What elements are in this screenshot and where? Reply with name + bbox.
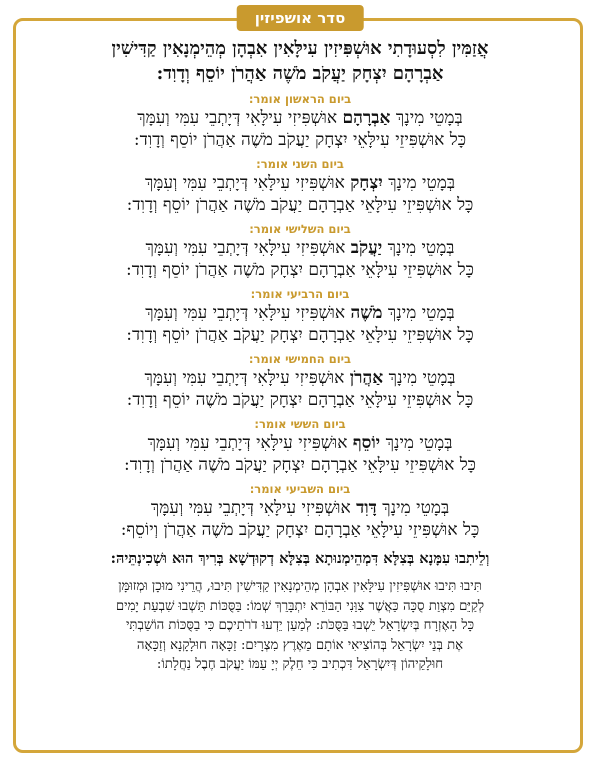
guest-name: אַבְרָהָם	[342, 108, 391, 128]
prayer-line: אֶת בְּנֵי יִשְׂרָאֵל בְּהוֹצִיאִי אוֹתָם מֵאֶרֶץ מִצְרָיִם: זַכָּאָה חוּלָקָנָא וְזַכָּאָה	[136, 637, 464, 653]
verse-prefix: בְּמָטֵי מִינָךְ	[385, 433, 453, 453]
prayer-line: חוּלָקֵיהוֹן דְּיִשְׂרָאֵל דִּכְתִיב כִּי חֵלֶק יְיָ עַמּוֹ יַעֲקֹב חֶבֶל נַחֲלָתוֹ:	[156, 657, 444, 672]
verse-suffix: אוּשְׁפִּיזִי עִילָּאִי דְּיָתְבֵי עִמִּי וְעִמָּךְ	[150, 498, 351, 518]
intro-line-1: אֲזַמִּין לִסְעוּדָתִי אוּשְׁפִּיזִין עִילָּאִין אִבְהָן מְהֵימְנָאִין קַדִּישִׁין	[111, 38, 489, 59]
verse-line-2: כָּל אוּשְׁפִּיזֵי עִילָּאֵי אַבְרָהָם יַעֲקֹב מֹשֶׁה אַהֲרֹן יוֹסֵף וְדָוִד:	[126, 195, 474, 215]
day-label: ביום הששי אומר:	[254, 417, 346, 431]
day-block	[28, 157, 572, 216]
verse-prefix: בְּמָטֵי מִינָךְ	[388, 173, 456, 193]
closing-line: וְלֵיתִבוּ עִמָּנָא בְּצִלָּא דִּמְהֵימְנוּתָא בְּצִלָּא דְקוּדְשָׁא בְּרִיךְ הוּא וּשְׁכִינְתֵּיהּ:	[110, 550, 490, 567]
verse-suffix: אוּשְׁפִּיזִי עִילָּאִי דְּיָתְבֵי עִמִּי וְעִמָּךְ	[145, 238, 346, 258]
verse-suffix: אוּשְׁפִּיזִי עִילָּאִי דְּיָתְבֵי עִמִּי וְעִמָּךְ	[144, 368, 345, 388]
verse-suffix: אוּשְׁפִּיזִי עִילָּאִי דְּיָתְבֵי עִמִּי וְעִמָּךְ	[147, 433, 348, 453]
day-block	[28, 482, 572, 541]
verse-prefix: בְּמָטֵי מִינָךְ	[387, 238, 455, 258]
verse-line-1	[28, 432, 572, 454]
day-block	[28, 417, 572, 476]
prayer-line: כָּל הָאֶזְרָח בְּיִשְׂרָאֵל יֵשְׁבוּ בַּסֻּכֹּת: לְמַעַן יֵדְעוּ דֹרֹתֵיכֶם כִּי בַסֻּכּוֹת הוֹשַׁבְתִּי	[125, 618, 475, 633]
verse-suffix: אוּשְׁפִּיזִי עִילָּאִי דְּיָתְבֵי עִמִּי וְעִמָּךְ	[145, 303, 346, 323]
verse-line-1	[28, 497, 572, 519]
prayer-line: לְקַיֵּם מִצְוַת סֻכָּה כַּאֲשֶׁר צִוַּנִי הַבּוֹרֵא יִתְבָּרֵךְ שְׁמוֹ: בַּסֻּכּוֹת תֵּשְׁבוּ שִׁבְעַת יָמִים	[115, 598, 485, 614]
day-label: ביום הרביעי אומר:	[250, 287, 350, 301]
verse-line-1	[28, 367, 572, 389]
day-label: ביום השני אומר:	[256, 157, 344, 171]
verse-line-2: כָּל אוּשְׁפִּיזֵי עִילָּאֵי אַבְרָהָם יִצְחָק יַעֲקֹב מֹשֶׁה אַהֲרֹן וְיוֹסֵף:	[120, 520, 480, 540]
day-label: ביום החמישי אומר:	[248, 352, 352, 366]
verse-suffix: אוּשְׁפִּיזִי עִילָּאִי דְּיָתְבֵי עִמִּי וְעִמָּךְ	[144, 173, 345, 193]
day-block	[28, 222, 572, 281]
guest-name: יוֹסֵף	[352, 433, 381, 453]
verse-line-1	[28, 107, 572, 129]
day-label: ביום השביעי אומר:	[249, 482, 351, 496]
verse-line-1	[28, 237, 572, 259]
day-block	[28, 352, 572, 411]
verse-line-2: כָּל אוּשְׁפִּיזֵי עִילָּאֵי אַבְרָהָם יִצְחָק יַעֲקֹב מֹשֶׁה אַהֲרֹן וְדָוִד:	[123, 455, 476, 475]
guest-name: מֹשֶׁה	[350, 303, 383, 323]
page-title: סדר אושפיזין	[237, 5, 364, 31]
verse-line-2: כָּל אוּשְׁפִּיזֵי עִילָּאֵי אַבְרָהָם יִצְחָק מֹשֶׁה אַהֲרֹן יוֹסֵף וְדָוִד:	[126, 260, 474, 280]
verse-prefix: בְּמָטֵי מִינָךְ	[388, 368, 456, 388]
day-label: ביום הראשון אומר:	[248, 92, 352, 106]
prayer-paragraph	[28, 577, 572, 675]
prayer-line: תִּיבוּ תִּיבוּ אוּשְׁפִּיזִין עִילָּאִין אִבְהָן מְהֵימְנָאִין קַדִּישִׁין תִּיבוּ, הֲרֵינִי מוּכָן וּמְזוּמָּן	[118, 579, 482, 594]
intro-line-2: אַבְרָהָם יִצְחָק יַעֲקֹב מֹשֶׁה אַהֲרֹן יוֹסֵף וְדָוִד:	[156, 63, 444, 84]
day-block	[28, 287, 572, 346]
guest-name: דָּוִד	[356, 498, 377, 518]
verse-prefix: בְּמָטֵי מִינָךְ	[387, 303, 455, 323]
verse-line-2: כָּל אוּשְׁפִּיזֵי עִילָּאֵי אַבְרָהָם יִצְחָק יַעֲקֹב מֹשֶׁה יוֹסֵף וְדָוִד:	[126, 390, 474, 410]
document-body	[28, 36, 572, 675]
guest-name: אַהֲרֹן	[349, 368, 384, 388]
day-block	[28, 92, 572, 151]
days-list	[28, 92, 572, 541]
verse-prefix: בְּמָטֵי מִינָךְ	[395, 108, 463, 128]
verse-line-1	[28, 302, 572, 324]
verse-line-2: כָּל אוּשְׁפִּיזֵי עִילָּאֵי אַבְרָהָם יִצְחָק יַעֲקֹב אַהֲרֹן יוֹסֵף וְדָוִד:	[126, 325, 474, 345]
verse-line-1	[28, 172, 572, 194]
verse-suffix: אוּשְׁפִּיזִי עִילָּאִי דְּיָתְבֵי עִמִּי וְעִמָּךְ	[137, 108, 338, 128]
verse-prefix: בְּמָטֵי מִינָךְ	[382, 498, 450, 518]
day-label: ביום השלישי אומר:	[249, 222, 351, 236]
guest-name: יַעֲקֹב	[350, 238, 383, 258]
guest-name: יִצְחָק	[350, 173, 383, 193]
intro-text	[28, 36, 572, 86]
verse-line-2: כָּל אוּשְׁפִּיזֵי עִילָּאֵי יִצְחָק יַעֲקֹב מֹשֶׁה אַהֲרֹן יוֹסֵף וְדָוִד:	[133, 130, 467, 150]
